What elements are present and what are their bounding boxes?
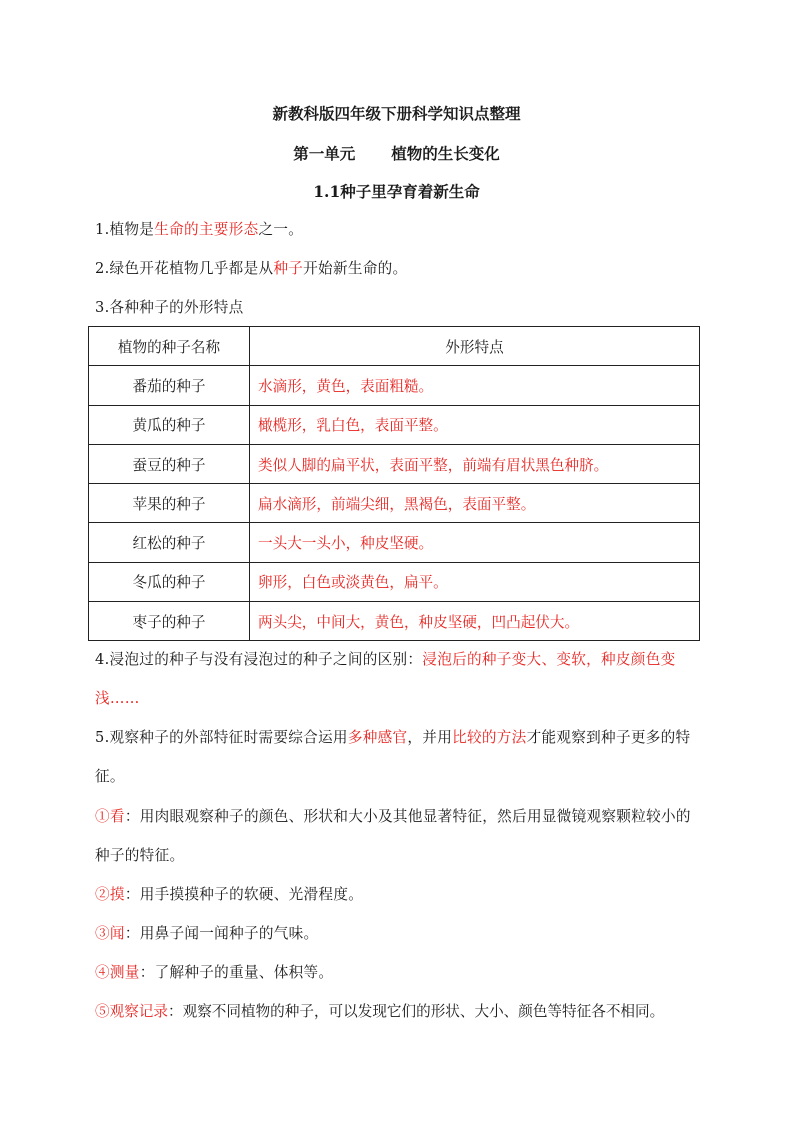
seed-name-cell: 番茄的种子 bbox=[89, 366, 250, 405]
method-record: ⑤观察记录：观察不同植物的种子，可以发现它们的形状、大小、颜色等特征各不相同。 bbox=[95, 1003, 665, 1020]
method-look: ①看：用肉眼观察种子的颜色、形状和大小及其他显著特征，然后用显微镜观察颗粒较小的种子的特征。 bbox=[95, 808, 691, 864]
highlight-text: 闻 bbox=[109, 925, 125, 942]
table-row bbox=[89, 602, 700, 641]
table-row bbox=[89, 444, 700, 483]
table-header-row bbox=[89, 327, 700, 366]
table-row bbox=[89, 562, 700, 601]
highlight-text: 浸泡后的种子变大、变软，种皮颜色变浅…… bbox=[95, 651, 676, 707]
seed-feature-cell: 一头大一头小，种皮坚硬。 bbox=[250, 523, 700, 562]
table-row bbox=[89, 523, 700, 562]
seed-features-table bbox=[88, 326, 700, 641]
method-touch: ②摸：用手摸摸种子的软硬、光滑程度。 bbox=[95, 886, 364, 903]
table-row bbox=[89, 405, 700, 444]
point-5: 5.观察种子的外部特征时需要综合运用多种感官，并用比较的方法才能观察到种子更多的特征。 bbox=[95, 729, 691, 785]
point-2: 2.绿色开花植物几乎都是从种子开始新生命的。 bbox=[95, 260, 408, 277]
point-3: 3.各种种子的外形特点 bbox=[95, 299, 244, 316]
point-1: 1.植物是生命的主要形态之一。 bbox=[95, 221, 304, 238]
seed-feature-cell: 水滴形，黄色，表面粗糙。 bbox=[250, 366, 700, 405]
seed-feature-cell: 扁水滴形，前端尖细，黑褐色，表面平整。 bbox=[250, 484, 700, 523]
highlight-text: 摸 bbox=[109, 886, 125, 903]
highlight-text: 多种感官 bbox=[347, 729, 408, 746]
seed-name-cell: 冬瓜的种子 bbox=[89, 562, 250, 601]
unit-name: 植物的生长变化 bbox=[391, 144, 500, 163]
seed-feature-cell: 卵形，白色或淡黄色，扁平。 bbox=[250, 562, 700, 601]
table-row bbox=[89, 484, 700, 523]
seed-name-cell: 苹果的种子 bbox=[89, 484, 250, 523]
column-header-features: 外形特点 bbox=[250, 327, 700, 366]
point-4: 4.浸泡过的种子与没有浸泡过的种子之间的区别：浸泡后的种子变大、变软，种皮颜色变浅…… bbox=[95, 651, 676, 707]
seed-feature-cell: 橄榄形，乳白色，表面平整。 bbox=[250, 405, 700, 444]
highlight-text: 测量 bbox=[109, 964, 140, 981]
method-measure: ④测量：了解种子的重量、体积等。 bbox=[95, 964, 334, 981]
seed-feature-cell: 两头尖，中间大，黄色，种皮坚硬，凹凸起伏大。 bbox=[250, 602, 700, 641]
document-title: 新教科版四年级下册科学知识点整理 bbox=[272, 104, 521, 123]
highlight-text: 生命的主要形态 bbox=[154, 221, 259, 238]
highlight-text: 看 bbox=[109, 808, 125, 825]
unit-heading bbox=[0, 144, 793, 164]
highlight-text: 种子 bbox=[273, 260, 304, 277]
seed-feature-cell: 类似人脚的扁平状，表面平整，前端有眉状黑色种脐。 bbox=[250, 444, 700, 483]
highlight-text: 比较的方法 bbox=[452, 729, 527, 746]
highlight-text: 观察记录 bbox=[109, 1003, 168, 1020]
seed-name-cell: 枣子的种子 bbox=[89, 602, 250, 641]
unit-label: 第一单元 bbox=[293, 144, 356, 163]
method-smell: ③闻：用鼻子闻一闻种子的气味。 bbox=[95, 925, 319, 942]
table-row bbox=[89, 366, 700, 405]
seed-name-cell: 蚕豆的种子 bbox=[89, 444, 250, 483]
lesson-title: 1.1种子里孕育着新生命 bbox=[313, 182, 480, 201]
column-header-seed-name: 植物的种子名称 bbox=[89, 327, 250, 366]
seed-name-cell: 红松的种子 bbox=[89, 523, 250, 562]
seed-name-cell: 黄瓜的种子 bbox=[89, 405, 250, 444]
